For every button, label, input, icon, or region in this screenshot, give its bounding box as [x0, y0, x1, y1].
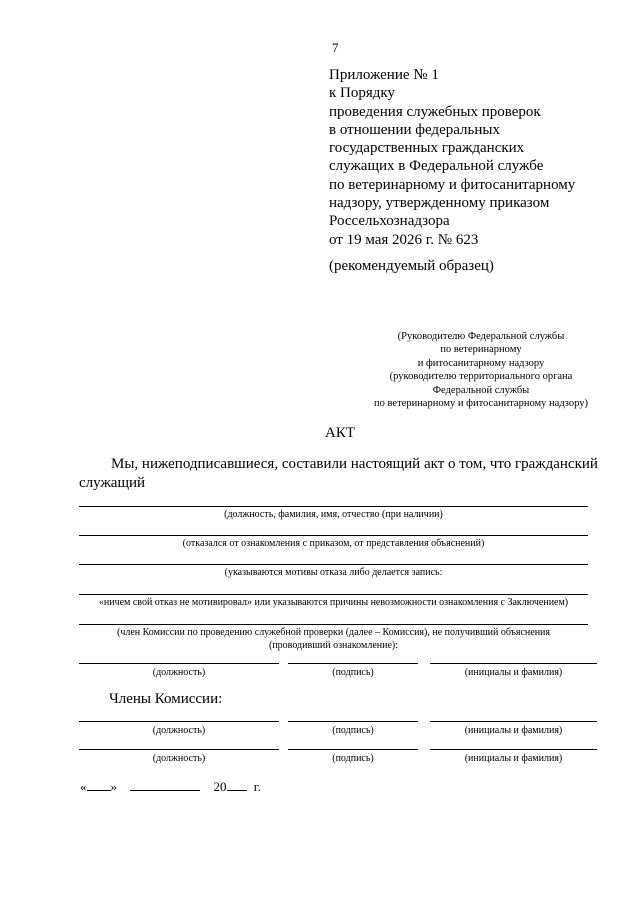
caption-member-1: (член Комиссии по проведению служебной проверки (далее – Комиссия), не получивший объяснения: [117, 627, 550, 638]
signature-line[interactable]: [288, 663, 418, 664]
appendix-line: от 19 мая 2026 г. № 623: [329, 231, 479, 248]
year-blank[interactable]: [227, 780, 247, 791]
caption-refused: (отказался от ознакомления с приказом, от представления объяснений): [182, 538, 485, 549]
month-blank[interactable]: [130, 780, 200, 791]
caption-member-2: (проводивший ознакомление):: [268, 640, 399, 651]
appendix-block: [329, 66, 575, 249]
act-title: АКТ: [325, 425, 355, 441]
addressee-line: (Руководителю Федеральной службы: [397, 331, 565, 342]
appendix-line: Приложение № 1: [329, 67, 439, 83]
fill-in-line[interactable]: [79, 506, 588, 507]
position-line[interactable]: [79, 663, 279, 664]
addressee-line: Федеральной службы: [432, 384, 530, 396]
addressee-block: [372, 330, 590, 410]
date-close-quote: »: [110, 779, 117, 794]
appendix-line: проведения служебных проверок: [329, 103, 541, 120]
initials-label: (инициалы и фамилия): [464, 753, 563, 764]
act-body-line-1: Мы, нижеподписавшиеся, составили настоящий акт о том, что гражданский: [111, 456, 598, 472]
date-line: [80, 779, 261, 795]
position-line[interactable]: [79, 749, 279, 750]
initials-line[interactable]: [430, 663, 597, 664]
appendix-line: к Порядку: [329, 85, 395, 102]
appendix-line: служащих в Федеральной службе: [329, 158, 544, 175]
fill-in-line[interactable]: [79, 564, 588, 565]
date-open-quote: «: [80, 779, 87, 794]
initials-label: (инициалы и фамилия): [464, 667, 563, 678]
appendix-line: по ветеринарному и фитосанитарному: [329, 176, 576, 193]
fill-in-line[interactable]: [79, 594, 588, 595]
appendix-line: государственных гражданских: [329, 140, 525, 157]
year-suffix: г.: [253, 779, 261, 794]
members-title: Члены Комиссии:: [109, 691, 223, 707]
sample-note: (рекомендуемый образец): [329, 258, 494, 274]
initials-line[interactable]: [430, 721, 597, 722]
addressee-line: по ветеринарному: [440, 344, 522, 356]
caption-motives: (указываются мотивы отказа либо делается запись:: [224, 567, 443, 578]
position-line[interactable]: [79, 721, 279, 722]
day-blank[interactable]: [87, 780, 111, 791]
appendix-line: надзору, утвержденному приказом: [329, 195, 550, 212]
signature-label: (подпись): [332, 725, 374, 736]
act-body-line-2: служащий: [79, 475, 146, 491]
signature-label: (подпись): [332, 753, 374, 764]
initials-line[interactable]: [430, 749, 597, 750]
signature-line[interactable]: [288, 721, 418, 722]
year-prefix: 20: [213, 779, 227, 794]
caption-no-motive: «ничем свой отказ не мотивировал» или указываются причины невозможности ознакомления с Заключением): [98, 597, 569, 608]
addressee-line: (руководителю территориального органа: [389, 371, 573, 383]
signature-label: (подпись): [332, 667, 374, 678]
appendix-line: Россельхознадзора: [329, 213, 450, 230]
initials-label: (инициалы и фамилия): [464, 725, 563, 736]
caption-full-name: (должность, фамилия, имя, отчество (при наличии): [224, 509, 443, 520]
position-label: (должность): [152, 725, 206, 736]
addressee-line: по ветеринарному и фитосанитарному надзору): [374, 398, 588, 410]
fill-in-line[interactable]: [79, 624, 588, 625]
page-number: 7: [332, 40, 339, 55]
appendix-line: в отношении федеральных: [329, 121, 500, 138]
signature-line[interactable]: [288, 749, 418, 750]
position-label: (должность): [152, 667, 206, 678]
position-label: (должность): [152, 753, 206, 764]
addressee-line: и фитосанитарному надзору: [417, 357, 545, 369]
fill-in-line[interactable]: [79, 535, 588, 536]
